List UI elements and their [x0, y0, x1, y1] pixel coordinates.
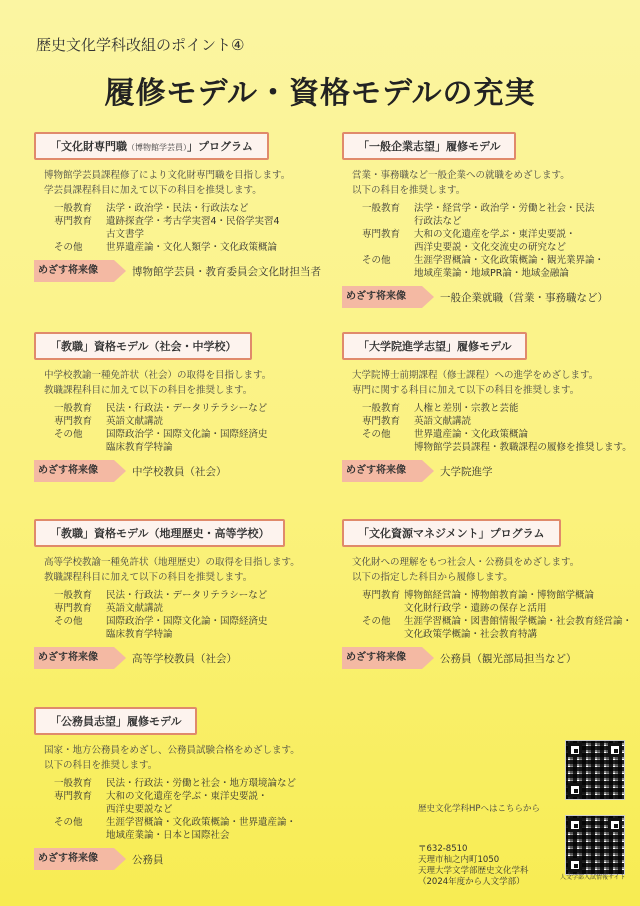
hp-note: 歴史文化学科HPへはこちらから — [418, 804, 541, 814]
goal-text: 中学校教員（社会） — [132, 465, 227, 478]
subject-table — [54, 777, 296, 842]
qr-finder-icon — [568, 743, 582, 757]
goal-arrow-label: めざす将来像 — [34, 260, 114, 282]
qr-finder-icon — [608, 743, 622, 757]
goal-row — [34, 460, 324, 482]
subject-row: 専門教育 英語文献講読 — [54, 603, 164, 614]
section-title: 「教職」資格モデル（社会・中学校） — [34, 332, 252, 360]
qr-finder-icon — [568, 818, 582, 832]
goal-arrow-label: めざす将来像 — [342, 460, 422, 482]
section-kyoshoku-ko — [34, 519, 324, 669]
goal-row — [34, 260, 324, 282]
goal-text: 一般企業就職（営業・事務職など） — [440, 291, 608, 304]
section-title: 「大学院進学志望」履修モデル — [342, 332, 527, 360]
subject-row: 地域産業論・地域PR論・地域金融論 — [414, 268, 569, 279]
subject-row: 専門教育 英語文献講読 — [362, 416, 472, 427]
goal-row — [34, 647, 324, 669]
subject-table — [362, 202, 604, 280]
address-block — [418, 844, 529, 888]
subject-row: 一般教育 法学・経営学・政治学・労働と社会・民法 — [362, 203, 595, 214]
subject-row: 専門教育 遺跡探査学・考古学実習4・民俗学実習4 — [54, 216, 280, 227]
subject-row: その他 国際政治学・国際文化論・国際経済史 — [54, 616, 268, 627]
subject-row: 専門教育 大和の文化遺産を学ぶ・東洋史要説・ — [362, 229, 576, 240]
subject-row: 一般教育 法学・政治学・民法・行政法など — [54, 203, 249, 214]
subject-row: 一般教育 民法・行政法・労働と社会・地方環境論など — [54, 778, 297, 789]
qr-finder-icon — [568, 858, 582, 872]
goal-arrow-label: めざす将来像 — [34, 647, 114, 669]
subject-row: 文化政策学概論・社会教育特講 — [403, 629, 537, 640]
subject-table — [362, 402, 632, 454]
subject-row: 専門教育 大和の文化遺産を学ぶ・東洋史要説・ — [54, 791, 268, 802]
section-bunka-shigen — [342, 519, 632, 669]
section-ippan — [342, 132, 632, 308]
qr-finder-icon — [608, 818, 622, 832]
subject-row: 文化財行政学・遺跡の保存と活用 — [403, 603, 547, 614]
subject-row: 専門教育 英語文献講読 — [54, 416, 164, 427]
qr-caption: 人文学部入試情報サイト — [560, 874, 626, 881]
section-komuin — [34, 707, 324, 870]
page-title: 履修モデル・資格モデルの充実 — [104, 76, 536, 111]
goal-arrow-label: めざす将来像 — [342, 286, 422, 308]
goal-arrow-label: めざす将来像 — [342, 647, 422, 669]
subject-row: 西洋史要説など — [106, 804, 173, 815]
goal-text: 公務員（観光部局担当など） — [440, 652, 577, 665]
section-kyoshoku-chu — [34, 332, 324, 482]
subject-row: その他 生涯学習概論・文化政策概論・世界遺産論・ — [54, 817, 297, 828]
goal-arrow-label: めざす将来像 — [34, 848, 114, 870]
section-daigakuin — [342, 332, 632, 482]
subject-row: その他 生涯学習概論・文化政策概論・観光業界論・ — [362, 255, 605, 266]
subject-row: その他 生涯学習概論・図書館情報学概論・社会教育経営論・ — [362, 616, 632, 627]
subject-row: 地域産業論・日本と国際社会 — [106, 830, 230, 841]
subject-row: 行政法など — [414, 216, 462, 227]
department-name: 天理大学文学部歴史文化学科 — [418, 866, 529, 876]
subject-row: 博物館学芸員課程・教職課程の履修を推奨します。 — [414, 442, 632, 453]
goal-text: 高等学校教員（社会） — [132, 652, 237, 665]
subject-table — [54, 402, 268, 454]
subject-row: 一般教育 民法・行政法・データリテラシーなど — [54, 403, 268, 414]
qr-finder-icon — [568, 783, 582, 797]
subject-table — [54, 589, 268, 641]
subject-table — [54, 202, 280, 254]
page-subtitle: 歴史文化学科改組のポイント④ — [36, 36, 245, 54]
subject-row: 古文書学 — [106, 229, 145, 240]
goal-text: 大学院進学 — [440, 465, 493, 478]
section-description: 高等学校教諭一種免許状（地理歴史）の取得を目指します。 教職課程科目に加えて以下の科目を推奨します。 — [44, 557, 300, 583]
section-title: 「文化財専門職（博物館学芸員）」プログラム — [34, 132, 269, 160]
section-description: 中学校教諭一種免許状（社会）の取得を目指します。 教職課程科目に加えて以下の科目を推奨します。 — [44, 370, 272, 396]
goal-row — [34, 848, 324, 870]
section-description: 博物館学芸員課程修了により文化財専門職を目指します。 学芸員課程科目に加えて以下の科目を推奨します。 — [44, 170, 291, 196]
department-note: （2024年度から人文学部） — [418, 877, 525, 887]
subject-row: 臨床教育学特論 — [106, 442, 173, 453]
section-bunkazai — [34, 132, 324, 282]
goal-text: 博物館学芸員・教育委員会文化財担当者 — [132, 265, 321, 278]
goal-row — [342, 286, 632, 308]
postal-code: 〒632-8510 — [418, 844, 468, 854]
subject-row: 一般教育 人権と差別・宗教と芸能 — [362, 403, 519, 414]
qr-code-hp[interactable] — [565, 740, 625, 800]
section-description: 文化財への理解をもつ社会人・公務員をめざします。 以下の指定した科目から履修します。 — [352, 557, 580, 583]
street-address: 天理市杣之内町1050 — [418, 855, 500, 865]
qr-code-admissions[interactable] — [565, 815, 625, 875]
goal-arrow-label: めざす将来像 — [34, 460, 114, 482]
section-description: 大学院博士前期課程（修士課程）への進学をめざします。 専門に関する科目に加えて以下の科目を推奨します。 — [352, 370, 599, 396]
goal-row — [342, 647, 632, 669]
section-description: 営業・事務職など一般企業への就職をめざします。 以下の科目を推奨します。 — [352, 170, 570, 196]
subject-table — [362, 589, 632, 641]
section-title: 「一般企業志望」履修モデル — [342, 132, 516, 160]
subject-row: その他 世界遺産論・文化人類学・文化政策概論 — [54, 242, 278, 253]
section-title: 「文化資源マネジメント」プログラム — [342, 519, 561, 547]
subject-row: 専門教育 博物館経営論・博物館教育論・博物館学概論 — [362, 590, 594, 601]
goal-text: 公務員 — [132, 853, 164, 866]
goal-row — [342, 460, 632, 482]
subject-row: その他 国際政治学・国際文化論・国際経済史 — [54, 429, 268, 440]
subject-row: 西洋史要説・文化交流史の研究など — [414, 242, 567, 253]
subject-row: その他 世界遺産論・文化政策概論 — [362, 429, 529, 440]
section-title: 「教職」資格モデル（地理歴史・高等学校） — [34, 519, 285, 547]
section-description: 国家・地方公務員をめざし、公務員試験合格をめざします。 以下の科目を推奨します。 — [44, 745, 300, 771]
subject-row: 臨床教育学特論 — [106, 629, 173, 640]
subject-row: 一般教育 民法・行政法・データリテラシーなど — [54, 590, 268, 601]
section-title: 「公務員志望」履修モデル — [34, 707, 197, 735]
